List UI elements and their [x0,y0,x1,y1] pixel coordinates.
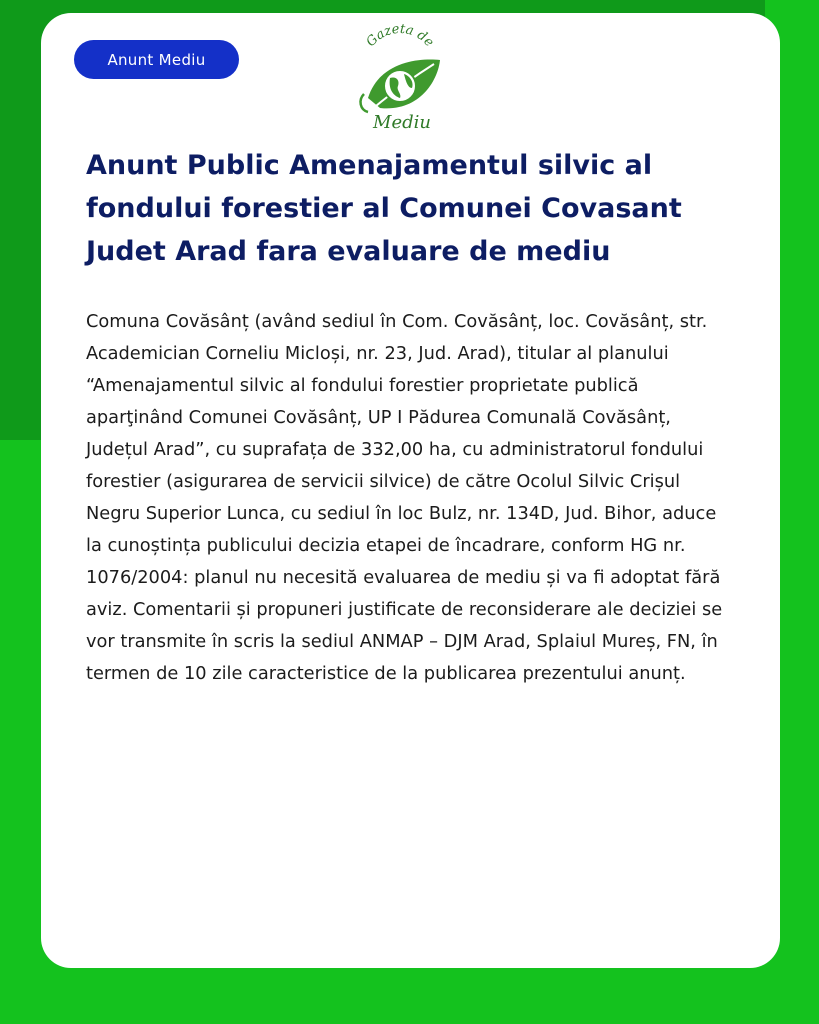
category-badge[interactable]: Anunt Mediu [74,40,239,79]
article-body: Comuna Covăsânț (având sediul în Com. Covăsânț, loc. Covăsânț, str. Academician Corneliu Micloși, nr. 23, Jud. Arad), titular al planului “Amenajamentul silvic al fondului forestier proprietate publică aparţinând Comunei Covăsânț, UP I Pădurea Comunală Covăsânț, Județul Arad”, cu suprafața de 332,00 ha, cu administratorul fondului forestier (asigurarea de servicii silvice) de către Ocolul Silvic Crișul Negru Superior Lunca, cu sediul în loc Bulz, nr. 134D, Jud. Bihor, aduce la cunoștința publicului decizia etapei de încadrare, conform HG nr. 1076/2004: planul nu necesită evaluarea de mediu și va fi adoptat fără aviz. Comentarii și propuneri justificate de reconsiderare ale deciziei se vor transmite în scris la sediul ANMAP – DJM Arad, Splaiul Mureș, FN, în termen de 10 zile caracteristice de la publicarea prezentului anunț. [86,311,723,684]
article-title: Anunt Public Amenajamentul silvic al fondului forestier al Comunei Covasant Judet Arad fara evaluare de mediu [86,150,682,267]
logo-text-top: Gazeta de [363,21,437,50]
logo-text-bottom: Mediu [373,112,431,132]
gazeta-de-mediu-logo[interactable] [350,20,450,132]
